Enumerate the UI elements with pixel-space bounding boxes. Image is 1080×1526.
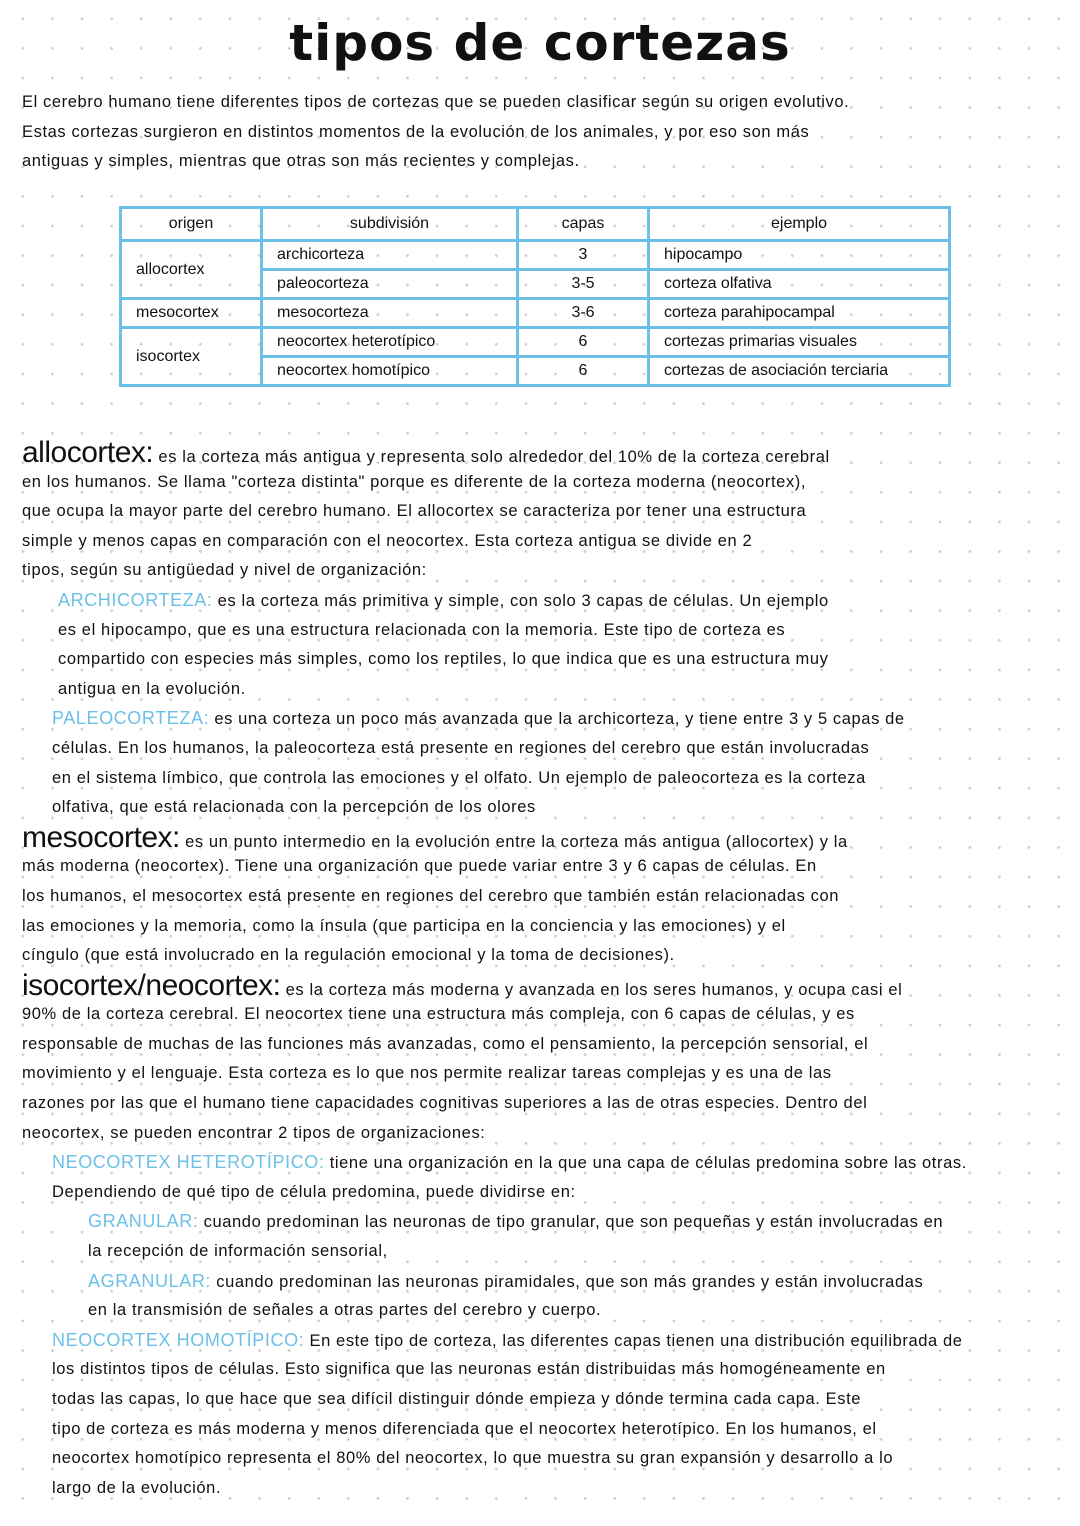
line-text: neocortex, se pueden encontrar 2 tipos de organizaciones: <box>22 1123 486 1142</box>
line-text: la recepción de información sensorial, <box>88 1242 388 1261</box>
section-label: NEOCORTEX HOMOTÍPICO: <box>52 1329 305 1350</box>
ejemplo-cell: cortezas primarias visuales <box>649 328 950 357</box>
line-text: es una corteza un poco más avanzada que la archicorteza, y tiene entre 3 y 5 capas de <box>214 710 905 729</box>
subdivision-cell: neocortex homotípico <box>262 357 518 386</box>
text-line <box>88 1267 1077 1297</box>
text-line <box>88 1207 1077 1237</box>
text-line <box>58 586 1077 616</box>
intro-line: Estas cortezas surgieron en distintos momentos de la evolución de los animales, y por eso son más <box>22 122 810 141</box>
section <box>22 1148 1077 1207</box>
table-header-row <box>121 208 950 241</box>
text-line <box>22 882 1077 912</box>
cortex-table <box>119 206 951 387</box>
line-text: simple y menos capas en comparación con el neocortex. Esta corteza antigua se divide en 2 <box>22 531 753 550</box>
capas-cell: 3-5 <box>518 270 649 299</box>
line-text: tipo de corteza es más moderna y menos diferenciada que el neocortex heterotípico. En los humanos, el <box>52 1419 877 1438</box>
page-title: tipos de cortezas <box>289 14 791 72</box>
section <box>22 1267 1077 1326</box>
line-text: todas las capas, lo que hace que sea difícil distinguir dónde empieza y dónde termina cada capa. Este <box>52 1390 862 1408</box>
text-line <box>22 527 1077 557</box>
notes-body <box>22 438 1077 1503</box>
subdivision-cell: paleocorteza <box>262 270 518 299</box>
text-line <box>52 734 1077 764</box>
line-text: olfativa, que está relacionada con la percepción de los olores <box>52 798 536 817</box>
section <box>22 823 1077 971</box>
section <box>22 971 1077 1149</box>
line-text: los distintos tipos de células. Esto significa que las neuronas están distribuidas más homogéneamente en <box>52 1360 886 1379</box>
line-text: que ocupa la mayor parte del cerebro humano. El allocortex se caracteriza por tener una estructura <box>22 502 807 521</box>
origin-cell: isocortex <box>121 328 262 386</box>
line-text: más moderna (neocortex). Tiene una organización que puede variar entre 3 y 6 capas de células. En <box>22 857 817 876</box>
line-text: en la transmisión de señales a otras partes del cerebro y cuerpo. <box>88 1301 602 1320</box>
line-text: es un punto intermedio en la evolución entre la corteza más antigua (allocortex) y la <box>185 832 848 851</box>
text-line <box>58 645 1077 675</box>
line-text: es la corteza más antigua y representa solo alrededor del 10% de la corteza cerebral <box>158 448 830 466</box>
line-text: es la corteza más moderna y avanzada en los seres humanos, y ocupa casi el <box>285 980 903 999</box>
line-text: razones por las que el humano tiene capacidades cognitivas superiores a las de otras especies. Dentro del <box>22 1094 868 1113</box>
text-line <box>22 912 1077 942</box>
line-text: es el hipocampo, que es una estructura relacionada con la memoria. Este tipo de corteza es <box>58 620 786 639</box>
text-line <box>52 793 1077 823</box>
origin-cell: mesocortex <box>121 299 262 328</box>
line-text: tiene una organización en la que una capa de células predomina sobre las otras. <box>329 1154 967 1173</box>
line-text: responsable de muchas de las funciones más avanzadas, como el pensamiento, la percepción sensorial, el <box>22 1034 869 1053</box>
line-text: antigua en la evolución. <box>58 679 246 698</box>
text-line <box>22 1089 1077 1119</box>
intro-line: El cerebro humano tiene diferentes tipos de cortezas que se pueden clasificar según su origen evolutivo. <box>22 93 850 111</box>
section-label: mesocortex: <box>22 822 180 853</box>
text-line <box>52 1474 1077 1504</box>
line-text: en el sistema límbico, que controla las emociones y el olfato. Un ejemplo de paleocorteza es la corteza <box>52 768 866 787</box>
line-text: Dependiendo de qué tipo de célula predomina, puede dividirse en: <box>52 1182 576 1201</box>
line-text: movimiento y el lenguaje. Esta corteza es lo que nos permite realizar tareas complejas y es una de las <box>22 1064 832 1083</box>
capas-cell: 3 <box>518 241 649 270</box>
section <box>22 586 1077 704</box>
text-line <box>22 1059 1077 1089</box>
line-text: células. En los humanos, la paleocorteza está presente en regiones del cerebro que están involucradas <box>52 738 870 757</box>
header-capas: capas <box>518 208 649 241</box>
section-label: PALEOCORTEZA: <box>52 708 210 729</box>
text-line <box>22 971 1077 1001</box>
text-line <box>52 1148 1077 1178</box>
text-line <box>22 438 1077 468</box>
text-line <box>22 468 1077 498</box>
header-origen: origen <box>121 208 262 241</box>
text-line <box>58 675 1077 705</box>
table-row <box>121 241 950 270</box>
text-line <box>22 823 1077 853</box>
section <box>22 1207 1077 1266</box>
line-text: los humanos, el mesocortex está presente en regiones del cerebro que también están relacionadas con <box>22 886 840 905</box>
section <box>22 1326 1077 1504</box>
line-text: en los humanos. Se llama "corteza distinta" porque es diferente de la corteza moderna (neocortex), <box>22 472 807 491</box>
section-label: allocortex: <box>22 438 154 468</box>
text-line <box>52 1326 1077 1356</box>
section <box>22 438 1077 586</box>
text-line <box>22 852 1077 882</box>
subdivision-cell: neocortex heterotípico <box>262 328 518 357</box>
line-text: tipos, según su antigüedad y nivel de organización: <box>22 561 427 580</box>
text-line <box>52 1178 1077 1208</box>
capas-cell: 3-6 <box>518 299 649 328</box>
text-line <box>52 1444 1077 1474</box>
section-label: ARCHICORTEZA: <box>58 589 213 610</box>
header-ejemplo: ejemplo <box>649 208 950 241</box>
line-text: compartido con especies más simples, como los reptiles, lo que indica que es una estructura muy <box>58 650 829 669</box>
text-line <box>22 1030 1077 1060</box>
text-line <box>22 941 1077 971</box>
ejemplo-cell: corteza olfativa <box>649 270 950 299</box>
capas-cell: 6 <box>518 357 649 386</box>
section <box>22 704 1077 822</box>
text-line <box>22 1119 1077 1149</box>
text-line <box>52 704 1077 734</box>
section-label: isocortex/neocortex: <box>22 970 281 1001</box>
subdivision-cell: archicorteza <box>262 241 518 270</box>
capas-cell: 6 <box>518 328 649 357</box>
origin-cell: allocortex <box>121 241 262 299</box>
text-line <box>22 1000 1077 1030</box>
text-line <box>22 497 1077 527</box>
text-line <box>52 764 1077 794</box>
line-text: largo de la evolución. <box>52 1478 222 1497</box>
section-label: GRANULAR: <box>88 1211 199 1232</box>
ejemplo-cell: cortezas de asociación terciaria <box>649 357 950 386</box>
line-text: las emociones y la memoria, como la ínsula (que participa en la conciencia y las emociones) y el <box>22 916 786 935</box>
line-text: neocortex homotípico representa el 80% del neocortex, lo que muestra su gran expansión y desarrollo a lo <box>52 1449 894 1468</box>
header-subdivision: subdivisión <box>262 208 518 241</box>
line-text: 90% de la corteza cerebral. El neocortex tiene una estructura más compleja, con 6 capas de células, y es <box>22 1005 855 1024</box>
table-row <box>121 328 950 357</box>
text-line <box>58 616 1077 646</box>
text-line <box>52 1385 1077 1415</box>
ejemplo-cell: hipocampo <box>649 241 950 270</box>
line-text: cuando predominan las neuronas piramidales, que son más grandes y están involucradas <box>216 1272 924 1291</box>
ejemplo-cell: corteza parahipocampal <box>649 299 950 328</box>
text-line <box>52 1355 1077 1385</box>
section-label: AGRANULAR: <box>88 1270 212 1291</box>
text-line <box>22 556 1077 586</box>
subdivision-cell: mesocorteza <box>262 299 518 328</box>
intro-paragraph <box>22 88 1072 177</box>
intro-line: antiguas y simples, mientras que otras son más recientes y complejas. <box>22 152 580 171</box>
text-line <box>52 1415 1077 1445</box>
line-text: es la corteza más primitiva y simple, con solo 3 capas de células. Un ejemplo <box>217 591 829 610</box>
table-row <box>121 299 950 328</box>
section-label: NEOCORTEX HETEROTÍPICO: <box>52 1152 325 1173</box>
line-text: cuando predominan las neuronas de tipo granular, que son pequeñas y están involucradas en <box>203 1213 944 1232</box>
text-line <box>88 1296 1077 1326</box>
text-line <box>88 1237 1077 1267</box>
line-text: cíngulo (que está involucrado en la regulación emocional y la toma de decisiones). <box>22 946 675 965</box>
line-text: En este tipo de corteza, las diferentes capas tienen una distribución equilibrada de <box>309 1331 963 1350</box>
